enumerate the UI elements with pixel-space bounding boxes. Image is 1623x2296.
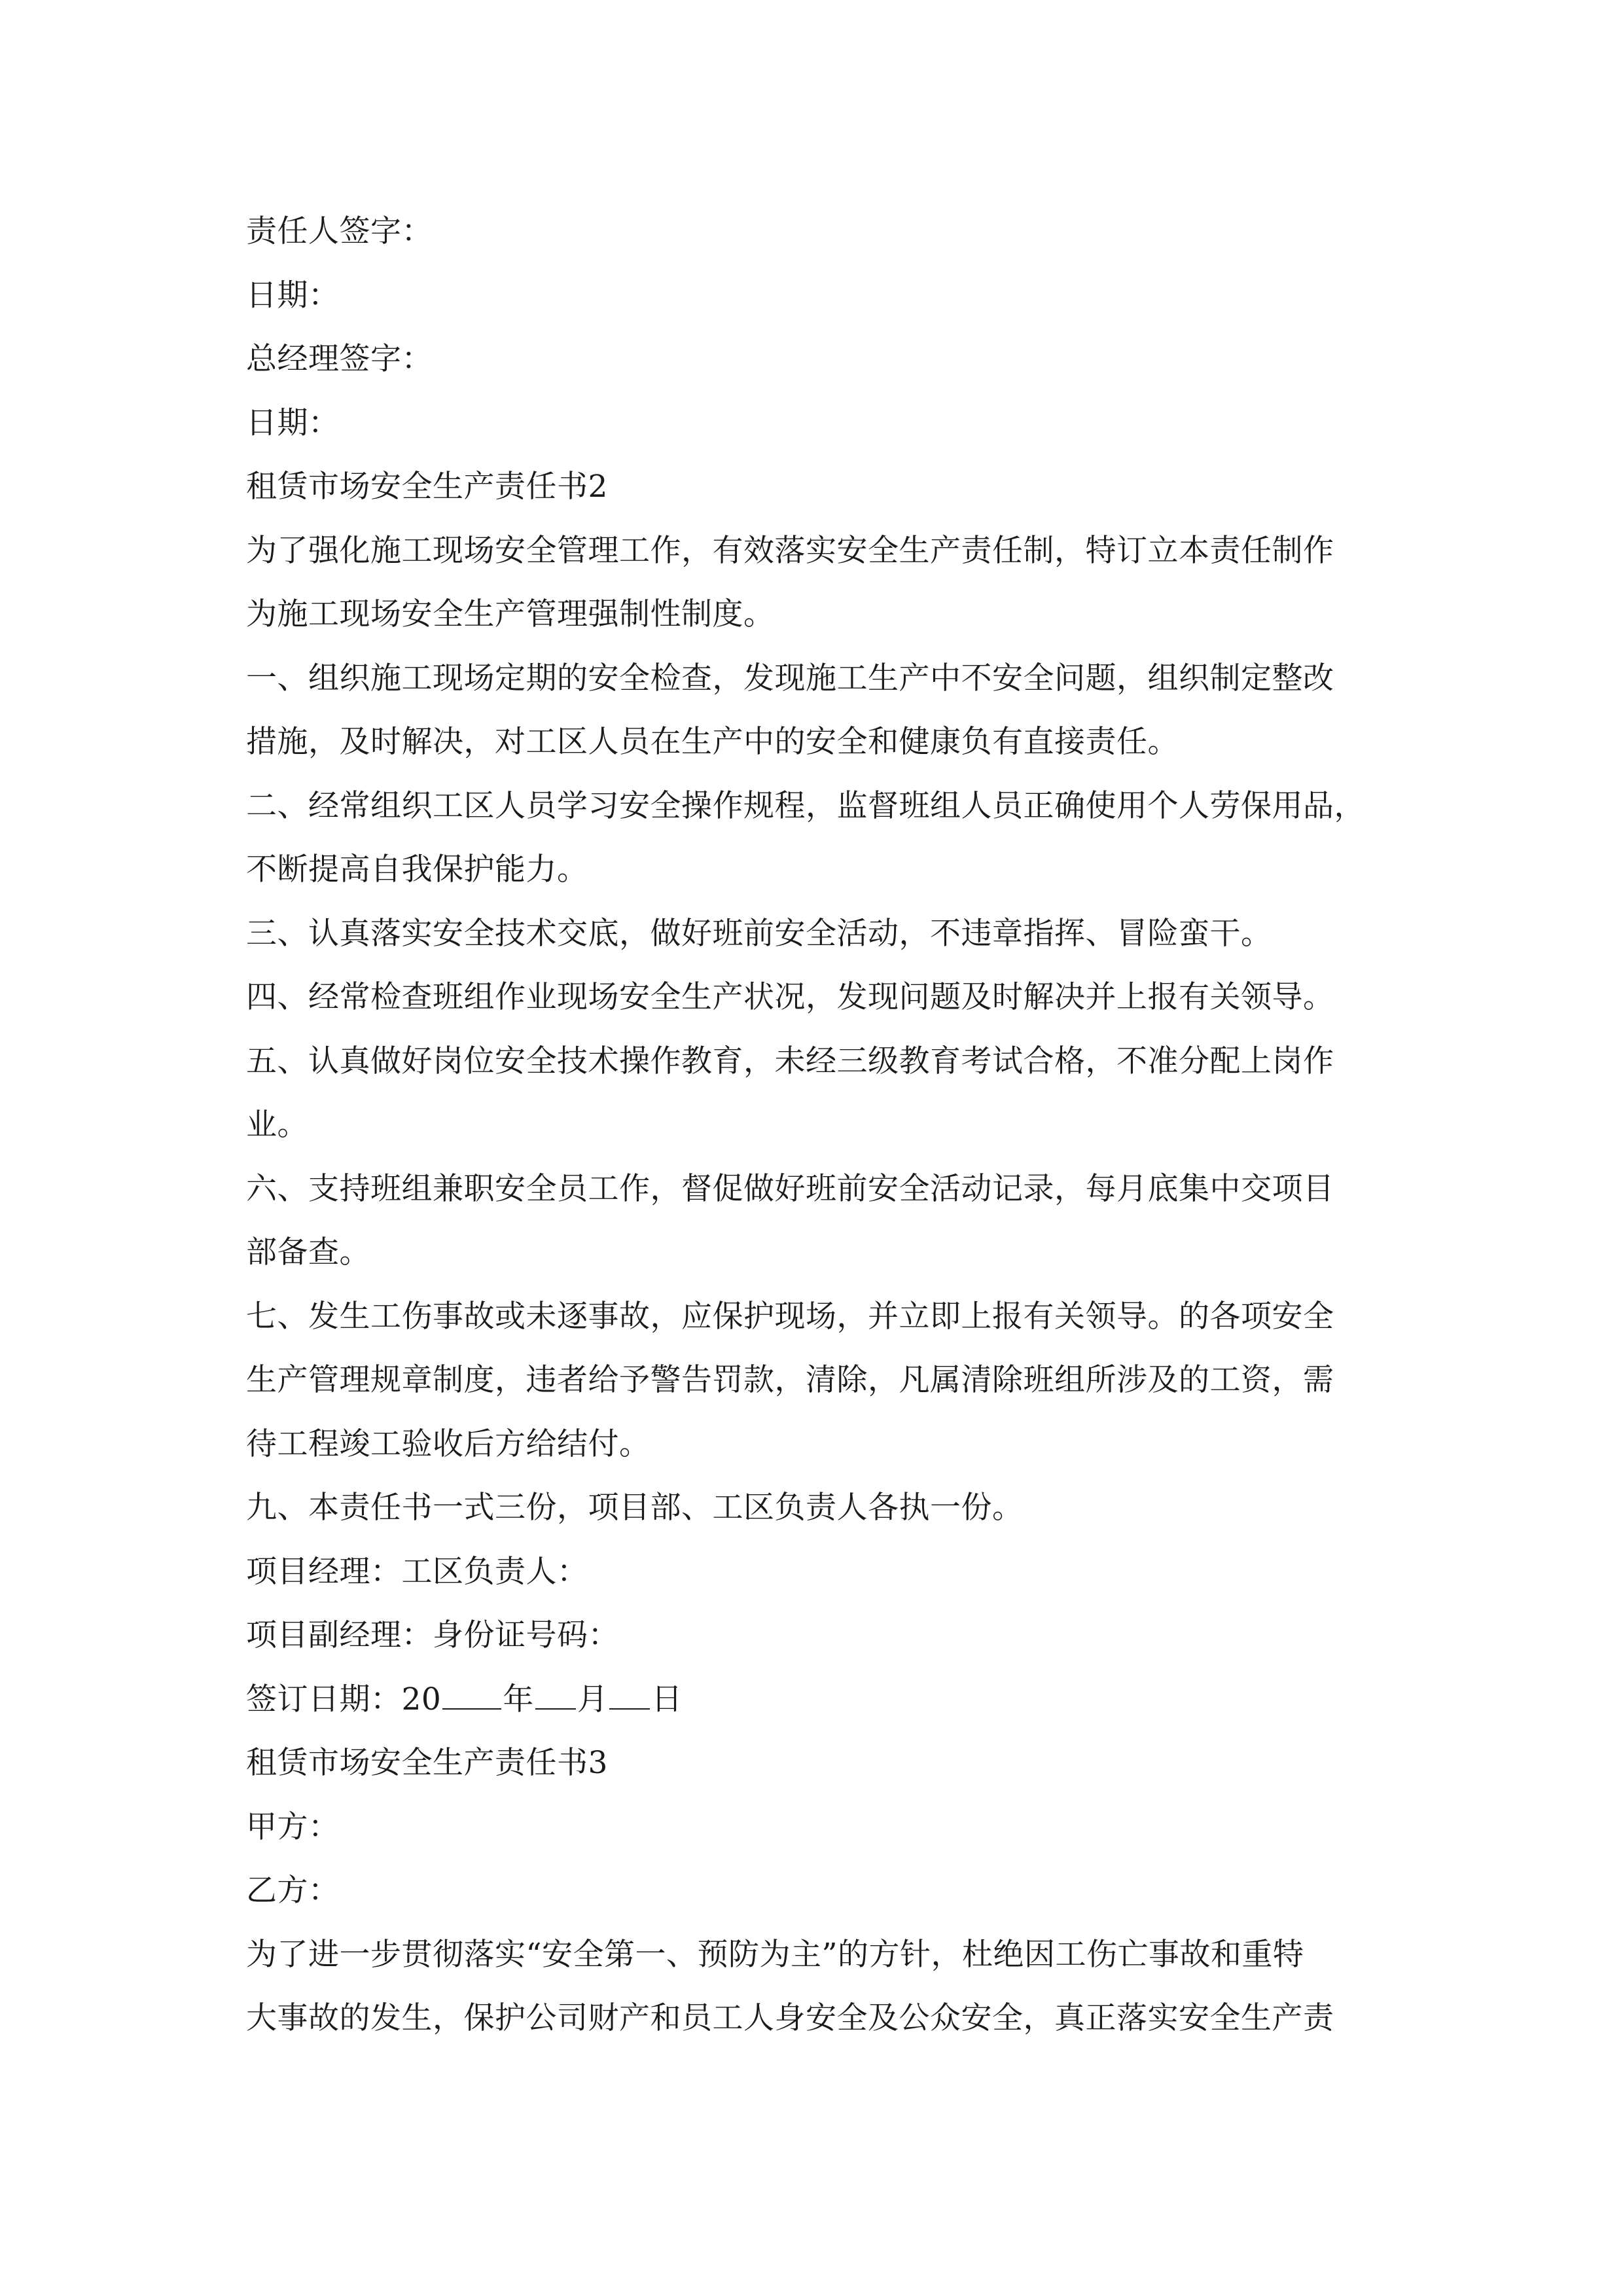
paragraph-line: 为了进一步贯彻落实“安全第一、预防为主”的方针，杜绝因工伤亡事故和重特	[246, 1936, 1304, 1973]
clause-2-line: 不断提高自我保护能力。	[246, 852, 588, 888]
section-title-3: 租赁市场安全生产责任书3	[246, 1745, 608, 1781]
clause-3-line: 三、认真落实安全技术交底，做好班前安全活动，不违章指挥、冒险蛮干。	[246, 915, 1272, 952]
month-label: 月	[577, 1681, 609, 1717]
clause-2-line: 二、经常组织工区人员学习安全操作规程，监督班组人员正确使用个人劳保用品，	[246, 787, 1365, 824]
project-manager-label: 项目经理：工区负责人：	[246, 1553, 588, 1590]
paragraph-line: 为施工现场安全生产管理强制性制度。	[246, 596, 775, 632]
sign-date-line	[246, 1668, 1385, 1732]
section-title-2: 租赁市场安全生产责任书2	[246, 469, 608, 505]
clause-1-line: 一、组织施工现场定期的安全检查，发现施工生产中不安全问题，组织制定整改	[246, 660, 1334, 696]
clause-7-line: 生产管理规章制度，违者给予警告罚款，清除，凡属清除班组所涉及的工资，需	[246, 1362, 1334, 1398]
day-blank	[609, 1682, 650, 1710]
clause-5-line: 业。	[246, 1107, 308, 1143]
day-label: 日	[651, 1681, 683, 1717]
responsible-person-signature-label: 责任人签字：	[246, 213, 433, 249]
clause-4-line: 四、经常检查班组作业现场安全生产状况，发现问题及时解决并上报有关领导。	[246, 979, 1334, 1015]
clause-5-line: 五、认真做好岗位安全技术操作教育，未经三级教育考试合格，不准分配上岗作	[246, 1043, 1334, 1079]
clause-9-line: 九、本责任书一式三份，项目部、工区负责人各执一份。	[246, 1490, 1024, 1526]
paragraph-line: 大事故的发生，保护公司财产和员工人身安全及公众安全，真正落实安全生产责	[246, 2000, 1334, 2036]
party-a-label: 甲方：	[246, 1808, 340, 1845]
date-label: 日期：	[246, 404, 340, 441]
clause-1-line: 措施，及时解决，对工区人员在生产中的安全和健康负有直接责任。	[246, 724, 1179, 760]
party-b-label: 乙方：	[246, 1873, 340, 1909]
general-manager-signature-label: 总经理签字：	[246, 341, 433, 377]
year-label: 年	[503, 1681, 534, 1717]
month-blank	[535, 1682, 576, 1710]
clause-7-line: 七、发生工伤事故或未逐事故，应保护现场，并立即上报有关领导。的各项安全	[246, 1298, 1334, 1335]
clause-6-line: 部备查。	[246, 1234, 370, 1270]
clause-7-line: 待工程竣工验收后方给结付。	[246, 1426, 651, 1462]
paragraph-line: 为了强化施工现场安全管理工作，有效落实安全生产责任制，特订立本责任制作	[246, 532, 1334, 569]
year-blank	[442, 1682, 501, 1710]
clause-6-line: 六、支持班组兼职安全员工作，督促做好班前安全活动记录，每月底集中交项目	[246, 1170, 1334, 1207]
date-label: 日期：	[246, 277, 340, 314]
document-body	[246, 200, 1385, 2051]
deputy-manager-label: 项目副经理：身份证号码：	[246, 1617, 619, 1653]
sign-date-prefix: 签订日期：20	[246, 1681, 442, 1717]
